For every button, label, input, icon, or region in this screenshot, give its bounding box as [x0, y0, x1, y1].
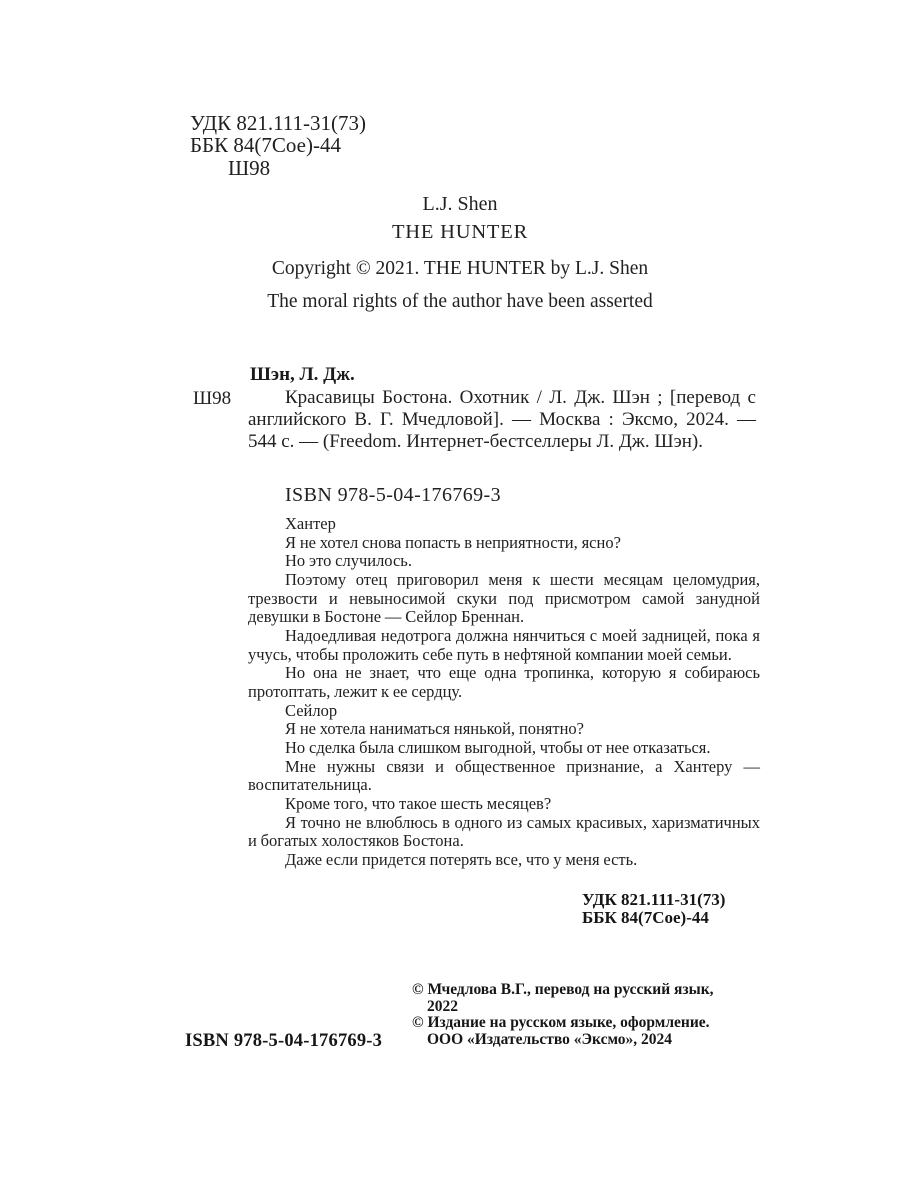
annotation-paragraph: Но сделка была слишком выгодной, чтобы от нее отказаться. — [285, 737, 711, 757]
annotation-paragraph: Но это случилось. — [285, 551, 412, 571]
bbk-code: ББК 84(7Сое)-44 — [190, 133, 341, 158]
annotation-paragraph: Я не хотел снова попасть в неприятности, ясно? — [285, 532, 621, 552]
original-author: L.J. Shen — [422, 193, 498, 215]
annotation-paragraph: Поэтому отец приговорил меня к шести месяцам целомудрия, трезвости и невыносимой скуки под присмотром самой занудной девушки в Бостоне — Сейлор Бреннан. — [248, 569, 760, 627]
isbn-line: ISBN 978-5-04-176769-3 — [285, 484, 502, 506]
bbk-code-bottom: ББК 84(7Сое)-44 — [582, 907, 709, 927]
udk-code: УДК 821.111-31(73) — [190, 111, 366, 135]
annotation-paragraph: Даже если придется потерять все, что у меня есть. — [285, 849, 638, 869]
annotation-paragraph: Мне нужны связи и общественное признание, а Хантеру — воспитательница. — [248, 756, 760, 795]
annotation-paragraph: Я не хотела наниматься нянькой, понятно? — [285, 719, 584, 739]
catalog-description: Красавицы Бостона. Охотник / Л. Дж. Шэн ; [перевод с английского В. Г. Мчедловой]. — Москва : Эксмо, 2024. — 544 с. — (Freedom. Интернет-бестселлеры Л. Дж. Шэн). — [248, 387, 756, 452]
annotation-paragraph: Надоедливая недотрога должна нянчиться с моей задницей, пока я учусь, чтобы проложить себе путь в нефтяной компании моей семьи. — [248, 625, 760, 664]
annotation-paragraph: Сейлор — [285, 700, 338, 720]
copyright-notice: Copyright © 2021. THE HUNTER by L.J. Shen — [271, 258, 649, 279]
moral-rights-notice: The moral rights of the author have been asserted — [267, 291, 653, 312]
annotation-paragraph: Но она не знает, что еще одна тропинка, которую я собираюсь протоптать, лежит к ее сердцу. — [248, 663, 760, 701]
annotation-paragraph: Кроме того, что такое шесть месяцев? — [285, 793, 552, 813]
imprint-copyrights — [412, 982, 752, 1048]
imprint-isbn: ISBN 978-5-04-176769-3 — [185, 1031, 383, 1051]
author-sign-code: Ш98 — [228, 155, 271, 180]
original-title: THE HUNTER — [391, 221, 529, 243]
catalog-author-heading: Шэн, Л. Дж. — [250, 364, 355, 385]
udk-code-bottom: УДК 821.111-31(73) — [582, 890, 726, 909]
annotation — [248, 515, 760, 869]
imprint-copyright-line: 2022 — [427, 997, 458, 1015]
imprint-copyright-line: © Мчедлова В.Г., перевод на русский язык, — [412, 981, 714, 998]
annotation-paragraph: Хантер — [285, 514, 336, 533]
bottom-classification-codes — [582, 891, 725, 926]
imprint-copyright-line: © Издание на русском языке, оформление. — [412, 1014, 710, 1032]
annotation-paragraph: Я точно не влюблюсь в одного из самых красивых, харизматичных и богатых холостяков Бостона. — [248, 812, 760, 851]
imprint-copyright-line: ООО «Издательство «Эксмо», 2024 — [427, 1030, 673, 1048]
catalog-author-sign: Ш98 — [193, 388, 232, 409]
top-classification-codes — [190, 112, 366, 179]
